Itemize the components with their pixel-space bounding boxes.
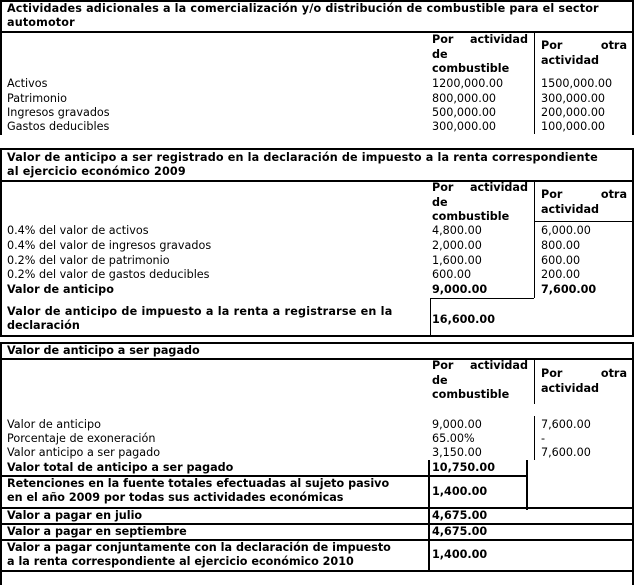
s2-row1-b: 6,000.00 (541, 224, 591, 237)
s2-registrar-value: 16,600.00 (432, 313, 495, 326)
s3-sum2-label-line2: en el año 2009 por todas sus actividades económicas (7, 491, 344, 504)
col-a-line2: de (432, 47, 448, 61)
section2-col-b-header (541, 188, 627, 217)
s3-sum5-label-line2: a la renta correspondiente al ejercicio económico 2010 (7, 555, 354, 568)
s2-row4-b: 200.00 (541, 268, 581, 281)
s3-row2-b: - (541, 432, 546, 445)
s2-row2-label: 0.4% del valor de ingresos gravados (7, 239, 212, 252)
col-b-line2: actividad (541, 53, 600, 67)
s3-sum1-label: Valor total de anticipo a ser pagado (7, 461, 234, 474)
col-a-line3: combustible (432, 62, 510, 75)
col-a-line3: combustible (432, 210, 510, 223)
s3-row1-b: 7,600.00 (541, 418, 591, 431)
s3-sum4-value: 4,675.00 (432, 525, 488, 538)
col-b-line2: actividad (541, 381, 600, 395)
s3-sum4-label: Valor a pagar en septiembre (7, 525, 187, 538)
s2-registrar-label-line2: declaración (7, 319, 80, 332)
s1-row4-a: 300,000.00 (432, 120, 497, 133)
s1-row3-b: 200,000.00 (541, 106, 606, 119)
section2-col-a-header (432, 181, 528, 225)
col-a-line2: de (432, 373, 448, 387)
s2-row1-label: 0.4% del valor de activos (7, 224, 149, 237)
col-b-line1: Por otra (541, 367, 627, 380)
s3-row2-a: 65.00% (432, 432, 475, 445)
col-a-line2: de (432, 195, 448, 209)
s2-row4-a: 600.00 (432, 268, 472, 281)
s2-total-a: 9,000.00 (432, 283, 488, 296)
s3-sum1-value: 10,750.00 (432, 461, 495, 474)
s1-row3-a: 500,000.00 (432, 106, 497, 119)
s2-total-label: Valor de anticipo (7, 283, 114, 296)
section1-col-a-header (432, 33, 528, 77)
s2-row2-b: 800.00 (541, 239, 581, 252)
s3-row3-label: Valor anticipo a ser pagado (7, 446, 161, 459)
s1-row4-b: 100,000.00 (541, 120, 606, 133)
s1-row4-label: Gastos deducibles (7, 120, 110, 133)
s1-row3-label: Ingresos gravados (7, 106, 110, 119)
s3-sum5-value: 1,400.00 (432, 548, 488, 561)
s3-sum3-label: Valor a pagar en julio (7, 509, 143, 522)
s2-row3-b: 600.00 (541, 254, 581, 267)
s1-row1-a: 1200,000.00 (432, 77, 504, 90)
col-b-line1: Por otra (541, 188, 627, 201)
section3-title: Valor de anticipo a ser pagado (7, 344, 200, 357)
section3-col-a-header (432, 359, 528, 403)
col-a-line3: combustible (432, 388, 510, 401)
s3-sum2-label-line1: Retenciones en la fuente totales efectuadas al sujeto pasivo (7, 477, 390, 490)
s3-row3-a: 3,150.00 (432, 446, 482, 459)
s2-row3-a: 1,600.00 (432, 254, 482, 267)
section1-title-line1: Actividades adicionales a la comercialización y/o distribución de combustible para el sector (7, 2, 599, 15)
s3-row2-label: Porcentaje de exoneración (7, 432, 156, 445)
section2-title-line1: Valor de anticipo a ser registrado en la declaración de impuesto a la renta correspondiente (7, 151, 598, 164)
col-a-line1: Por actividad (432, 181, 528, 194)
section1-title-line2: automotor (7, 16, 75, 29)
s3-row1-a: 9,000.00 (432, 418, 482, 431)
s1-row1-b: 1500,000.00 (541, 77, 613, 90)
s1-row2-b: 300,000.00 (541, 92, 606, 105)
s1-row1-label: Activos (7, 77, 48, 90)
s3-row3-b: 7,600.00 (541, 446, 591, 459)
s2-registrar-label-line1: Valor de anticipo de impuesto a la renta a registrarse en la (7, 305, 393, 318)
s2-row2-a: 2,000.00 (432, 239, 482, 252)
s2-row3-label: 0.2% del valor de patrimonio (7, 254, 170, 267)
s3-sum3-value: 4,675.00 (432, 509, 488, 522)
section3-col-b-header (541, 367, 627, 396)
col-b-line1: Por otra (541, 39, 627, 52)
s3-row1-label: Valor de anticipo (7, 418, 101, 431)
col-a-line1: Por actividad (432, 33, 528, 46)
section2-title-line2: al ejercicio económico 2009 (7, 165, 186, 178)
s3-sum2-value: 1,400.00 (432, 485, 488, 498)
col-a-line1: Por actividad (432, 359, 528, 372)
s2-row1-a: 4,800.00 (432, 224, 482, 237)
s2-total-b: 7,600.00 (541, 283, 597, 296)
col-b-line2: actividad (541, 202, 600, 216)
section1-col-b-header (541, 39, 627, 68)
s1-row2-a: 800,000.00 (432, 92, 497, 105)
s3-sum5-label-line1: Valor a pagar conjuntamente con la declaración de impuesto (7, 541, 391, 554)
s1-row2-label: Patrimonio (7, 92, 67, 105)
s2-row4-label: 0.2% del valor de gastos deducibles (7, 268, 210, 281)
